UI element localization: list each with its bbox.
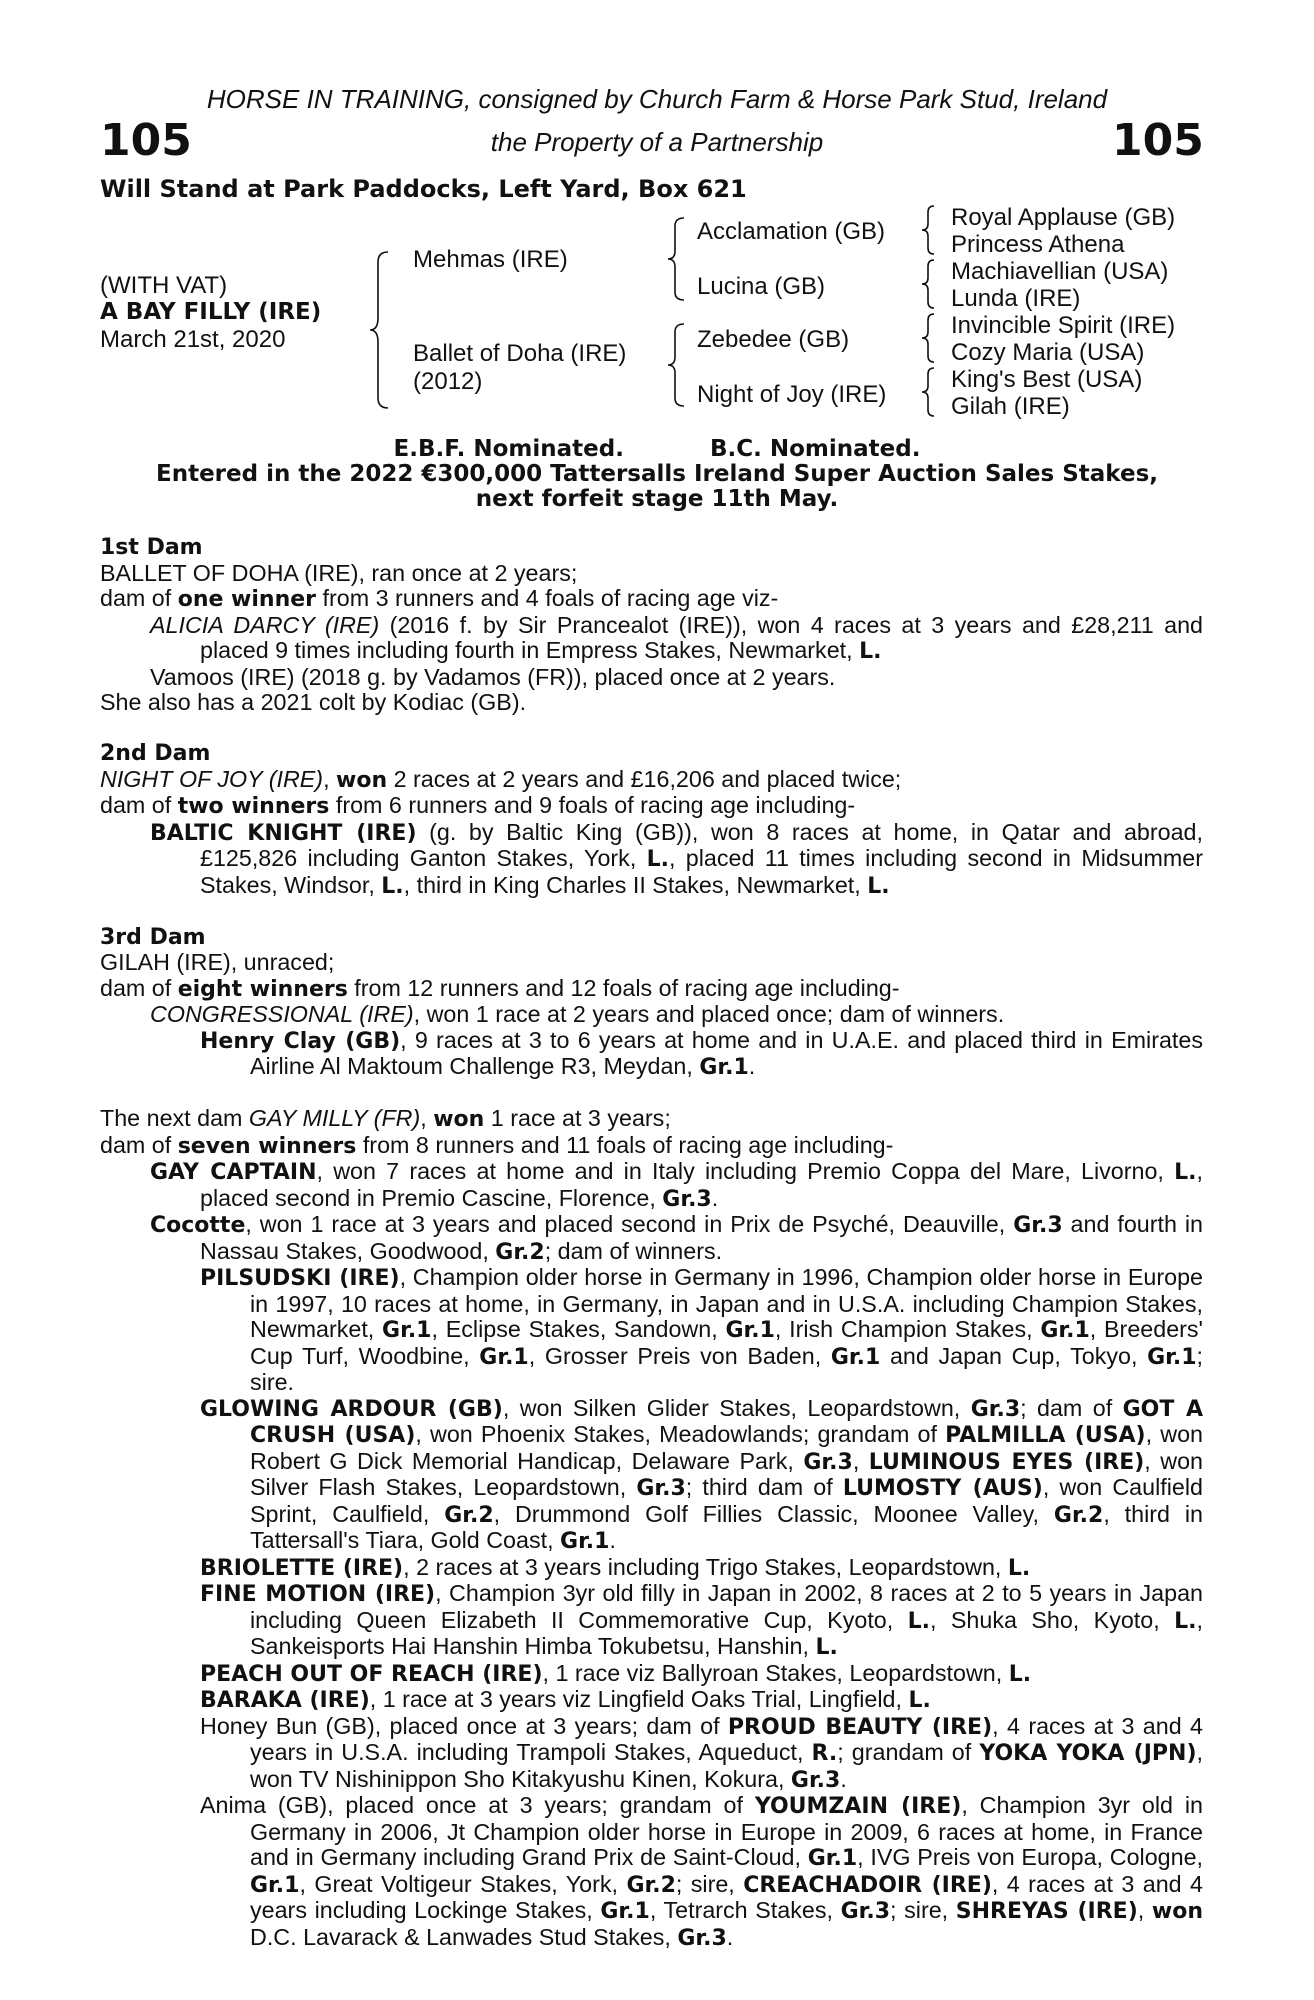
stand-location: Will Stand at Park Paddocks, Left Yard, Box 621 xyxy=(100,175,747,203)
foaling-date: March 21st, 2020 xyxy=(100,326,286,353)
race-entry-1: Entered in the 2022 €300,000 Tattersalls Ireland Super Auction Sales Stakes, xyxy=(156,461,1158,487)
consignor-line: HORSE IN TRAINING, consigned by Church Farm & Horse Park Stud, Ireland xyxy=(206,84,1108,114)
horse-name: A BAY FILLY (IRE) xyxy=(100,299,322,325)
third-dam-section: 3rd Dam GILAH (IRE), unraced; dam of eight winners from 12 runners and 12 foals of racing age including- CONGRESSIONAL (IRE), won 1 race at 2 years and placed once; dam of winners. Henry Clay (GB), 9 races at 3 to 6 years at home and in U.A.E. and placed third in Emirates Airline Al Maktoum Challenge R3, Meydan, Gr.1. xyxy=(100,924,1203,1080)
next-dam-section: The next dam GAY MILLY (FR), won 1 race at 3 years; dam of seven winners from 8 runners and 11 foals of racing age including- GAY CAPTAIN, won 7 races at home and in Italy including Premio Coppa del Mare, Livorno, L., placed second in Premio Cascine, Florence, Gr.3. Cocotte, won 1 race at 3 years and placed second in Prix de Psyché, Deauville, Gr.3 and fourth in Nassau Stakes, Goodwood, Gr.2; dam of winners. PILSUDSKI (IRE), Champion older horse in Germany in 1996, Champion older horse in Europe in 1997, 10 races at home, in Germany, in Japan and in U.S.A. including Champion Stakes, Newmarket, Gr.1, Eclipse Stakes, Sandown, Gr.1, Irish Champion Stakes, Gr.1, Breeders' Cup Turf, Woodbine, Gr.1, Grosser Preis von Baden, Gr.1 and Japan Cup, Tokyo, Gr.1; sire. GLOWING ARDOUR (GB), won Silken Glider Stakes, Leopardstown, Gr.3; dam of GOT A CRUSH (USA), won Phoenix Stakes, Meadowlands; grandam of PALMILLA (USA), won Robert G Dick Memorial Handicap, Delaware Park, Gr.3, LUMINOUS EYES (IRE), won Silver Flash Stakes, Leopardstown, Gr.3; third dam of LUMOSTY (AUS), won Caulfield Sprint, Caulfield, Gr.2, Drummond Golf Fillies Classic, Moonee Valley, Gr.2, third in Tattersall's Tiara, Gold Coast, Gr.1. BRIOLETTE (IRE), 2 races at 3 years including Trigo Stakes, Leopardstown, L. FINE MOTION (IRE), Champion 3yr old filly in Japan in 2002, 8 races at 2 to 5 years in Japan including Queen Elizabeth II Commemorative Cup, Kyoto, L., Shuka Sho, Kyoto, L., Sankeisports Hai Hanshin Himba Tokubetsu, Hanshin, L. PEACH OUT OF REACH (IRE), 1 race viz Ballyroan Stakes, Leopardstown, L. BARAKA (IRE), 1 race at 3 years viz Lingfield Oaks Trial, Lingfield, L. Honey Bun (GB), placed once at 3 years; dam of PROUD BEAUTY (IRE), 4 races at 3 and 4 years in U.S.A. including Trampoli Stakes, Aqueduct, R.; grandam of YOKA YOKA (JPN), won TV Nishinippon Sho Kitakyushu Kinen, Kokura, Gr.3. Anima (GB), placed once at 3 years; grandam of YOUMZAIN (IRE), Champion 3yr old in Germany in 2006, Jt Champion older horse in Europe in 2009, 6 races at home, in France and in Germany including Grand Prix de Saint-Cloud, Gr.1, IVG Preis von Europa, Cologne, Gr.1, Great Voltigeur Stakes, York, Gr.2; sire, CREACHADOIR (IRE), 4 races at 3 and 4 years including Lockinge Stakes, Gr.1, Tetrarch Stakes, Gr.3; sire, SHREYAS (IRE), won D.C. Lavarack & Lanwades Stud Stakes, Gr.3. xyxy=(100,1105,1204,1951)
ggp-3: Machiavellian (USA) xyxy=(951,258,1169,285)
brace-g2 xyxy=(920,258,940,310)
dam-year: (2012) xyxy=(413,368,483,395)
sire: Mehmas (IRE) xyxy=(413,246,568,273)
catalogue-body xyxy=(100,535,1203,1951)
brace-sire xyxy=(666,216,692,302)
ggp-6: Cozy Maria (USA) xyxy=(951,339,1145,366)
ggp-4: Lunda (IRE) xyxy=(951,285,1081,312)
first-dam-title: 1st Dam xyxy=(100,535,203,560)
lot-number-right: 105 xyxy=(1112,115,1204,166)
ggp-7: King's Best (USA) xyxy=(951,366,1143,393)
property-line: the Property of a Partnership xyxy=(490,127,824,157)
brace-g4 xyxy=(920,366,940,418)
ggp-5: Invincible Spirit (IRE) xyxy=(951,312,1176,339)
vat-note: (WITH VAT) xyxy=(100,272,228,299)
dam-sire: Zebedee (GB) xyxy=(697,326,850,353)
bc-nomination: B.C. Nominated. xyxy=(709,436,921,462)
dam-dam: Night of Joy (IRE) xyxy=(697,381,887,408)
sire-sire: Acclamation (GB) xyxy=(697,218,886,245)
dam1-para: BALLET OF DOHA (IRE), ran once at 2 years; xyxy=(100,559,578,586)
ggp-1: Royal Applause (GB) xyxy=(951,204,1176,231)
ebf-nomination: E.B.F. Nominated. xyxy=(393,436,624,462)
brace-g3 xyxy=(920,312,940,364)
second-dam-title: 2nd Dam xyxy=(100,741,211,766)
dam: Ballet of Doha (IRE) xyxy=(413,340,627,367)
second-dam-section: 2nd Dam NIGHT OF JOY (IRE), won 2 races at 2 years and £16,206 and placed twice; dam of two winners from 6 runners and 9 foals of racing age including- BALTIC KNIGHT (IRE) (g. by Baltic King (GB)), won 8 races at home, in Qatar and abroad, £125,826 including Ganton Stakes, York, L., placed 11 times including second in Midsummer Stakes, Windsor, L., third in King Charles II Stakes, Newmarket, L. xyxy=(100,741,1203,899)
race-entry-2: next forfeit stage 11th May. xyxy=(475,486,839,512)
first-dam-section: 1st Dam BALLET OF DOHA (IRE), ran once at 2 years; dam of one winner from 3 runners and 4 foals of racing age viz- ALICIA DARCY (IRE) (2016 f. by Sir Prancealot (IRE)), won 4 races at 3 years and £28,211 and placed 9 times including fourth in Empress Stakes, Newmarket, L. Vamoos (IRE) (2018 g. by Vadamos (FR)), placed once at 2 years. She also has a 2021 colt by Kodiac (GB). xyxy=(100,535,1203,715)
ggp-2: Princess Athena xyxy=(951,231,1125,258)
brace-dam xyxy=(666,322,692,408)
nominations xyxy=(0,436,1314,462)
brace-g1 xyxy=(920,204,940,256)
lot-number-left: 105 xyxy=(100,115,192,166)
brace-main xyxy=(368,250,398,410)
ggp-8: Gilah (IRE) xyxy=(951,393,1070,420)
third-dam-title: 3rd Dam xyxy=(100,924,206,950)
sire-dam: Lucina (GB) xyxy=(697,273,826,300)
